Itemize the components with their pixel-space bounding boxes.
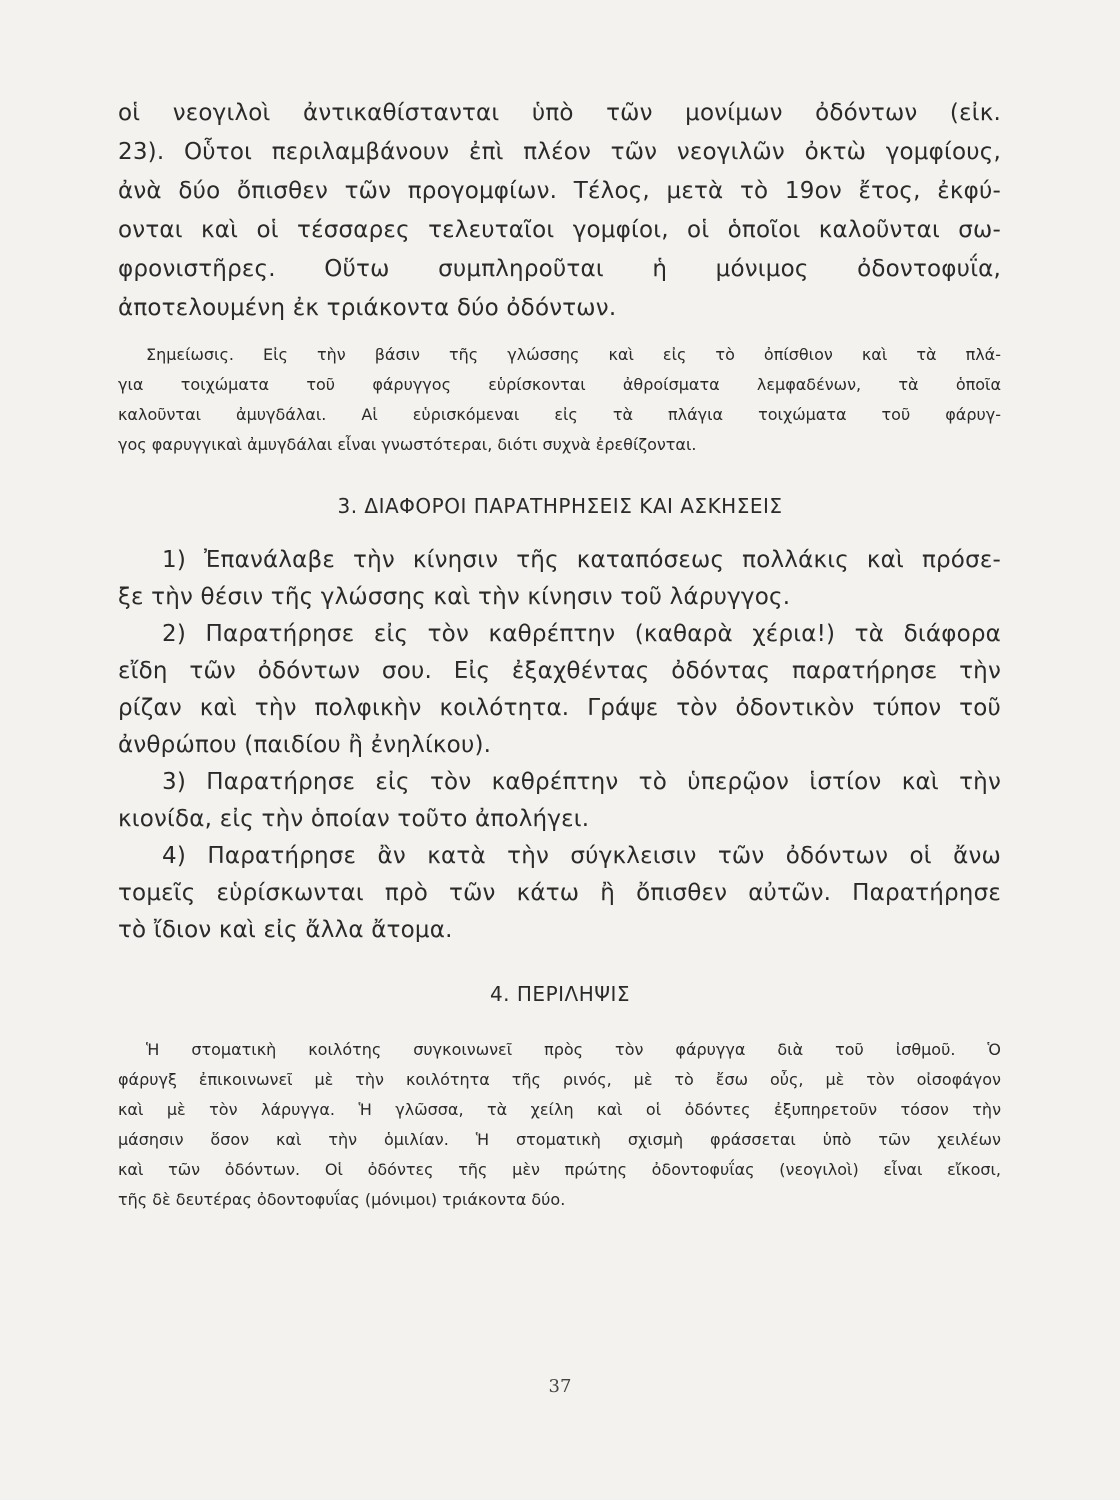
text-line: ἀνὰ δύο ὄπισθεν τῶν προγομφίων. Τέλος, μετὰ τὸ 19ον ἔτος, ἐκφύ- xyxy=(118,178,1001,204)
text-line: μάσησιν ὅσον καὶ τὴν ὁμιλίαν. Ἡ στοματικὴ σχισμὴ φράσσεται ὑπὸ τῶν χειλέων xyxy=(118,1130,1001,1149)
text-line: 23). Οὗτοι περιλαμβάνουν ἐπὶ πλέον τῶν νεογιλῶν ὀκτὼ γομφίους, xyxy=(118,139,1001,165)
text-line: για τοιχώματα τοῦ φάρυγγος εὑρίσκονται ἀθροίσματα λεμφαδένων, τὰ ὁποῖα xyxy=(118,375,1001,394)
text-line: κιονίδα, εἰς τὴν ὁποίαν τοῦτο ἀπολήγει. xyxy=(118,806,590,832)
text-line: ρίζαν καὶ τὴν πολφικὴν κοιλότητα. Γράψε τὸν ὀδοντικὸν τύπον τοῦ xyxy=(118,695,1001,721)
text-line: καὶ τῶν ὀδόντων. Οἱ ὀδόντες τῆς μὲν πρώτης ὀδοντοφυΐας (νεογιλοὶ) εἶναι εἴκοσι, xyxy=(118,1160,1001,1179)
page-number: 37 xyxy=(548,1376,572,1397)
text-line: τὸ ἴδιον καὶ εἰς ἄλλα ἄτομα. xyxy=(118,917,453,943)
text-line: οἱ νεογιλοὶ ἀντικαθίστανται ὑπὸ τῶν μονίμων ὀδόντων (εἰκ. xyxy=(118,100,1001,126)
text-line: 3) Παρατήρησε εἰς τὸν καθρέπτην τὸ ὑπερῷον ἱστίον καὶ τὴν xyxy=(162,769,1001,795)
text-line: γος φαρυγγικαὶ ἀμυγδάλαι εἶναι γνωστότεραι, διότι συχνὰ ἐρεθίζονται. xyxy=(118,435,697,454)
text-line: εἴδη τῶν ὀδόντων σου. Εἰς ἐξαχθέντας ὀδόντας παρατήρησε τὴν xyxy=(118,658,1001,684)
text-line: 4) Παρατήρησε ἂν κατὰ τὴν σύγκλεισιν τῶν ὀδόντων οἱ ἄνω xyxy=(162,843,1001,869)
text-line: ονται καὶ οἱ τέσσαρες τελευταῖοι γομφίοι, οἱ ὁποῖοι καλοῦνται σω- xyxy=(118,217,1001,243)
section-heading-exercises: 3. ΔΙΑΦΟΡΟΙ ΠΑΡΑΤΗΡΗΣΕΙΣ ΚΑΙ ΑΣΚΗΣΕΙΣ xyxy=(337,494,783,518)
text-line: φάρυγξ ἐπικοινωνεῖ μὲ τὴν κοιλότητα τῆς ρινός, μὲ τὸ ἔσω οὖς, μὲ τὸν οἰσοφάγον xyxy=(118,1070,1001,1089)
text-line: τῆς δὲ δευτέρας ὀδοντοφυΐας (μόνιμοι) τριάκοντα δύο. xyxy=(118,1190,566,1209)
text-line: ἀνθρώπου (παιδίου ἢ ἐνηλίκου). xyxy=(118,732,492,758)
text-line: καὶ μὲ τὸν λάρυγγα. Ἡ γλῶσσα, τὰ χείλη καὶ οἱ ὀδόντες ἐξυπηρετοῦν τόσον τὴν xyxy=(118,1100,1001,1119)
text-line: ἀποτελουμένη ἐκ τριάκοντα δύο ὀδόντων. xyxy=(118,295,617,321)
text-line: Ἡ στοματικὴ κοιλότης συγκοινωνεῖ πρὸς τὸν φάρυγγα διὰ τοῦ ἰσθμοῦ. Ὁ xyxy=(146,1040,1001,1059)
text-line: 1) Ἐπανάλαβε τὴν κίνησιν τῆς καταπόσεως πολλάκις καὶ πρόσε- xyxy=(162,547,1001,573)
text-line: 2) Παρατήρησε εἰς τὸν καθρέπτην (καθαρὰ χέρια!) τὰ διάφορα xyxy=(162,621,1001,647)
text-line: Σημείωσις. Εἰς τὴν βάσιν τῆς γλώσσης καὶ εἰς τὸ ὀπίσθιον καὶ τὰ πλά- xyxy=(146,345,1001,364)
text-line: φρονιστῆρες. Οὕτω συμπληροῦται ἡ μόνιμος ὀδοντοφυΐα, xyxy=(118,256,1001,282)
text-line: τομεῖς εὑρίσκωνται πρὸ τῶν κάτω ἢ ὄπισθεν αὐτῶν. Παρατήρησε xyxy=(118,880,1001,906)
text-line: καλοῦνται ἀμυγδάλαι. Αἱ εὑρισκόμεναι εἰς τὰ πλάγια τοιχώματα τοῦ φάρυγ- xyxy=(118,405,1001,424)
section-heading-summary: 4. ΠΕΡΙΛΗΨΙΣ xyxy=(489,982,631,1006)
text-line: ξε τὴν θέσιν τῆς γλώσσης καὶ τὴν κίνησιν τοῦ λάρυγγος. xyxy=(118,584,791,610)
